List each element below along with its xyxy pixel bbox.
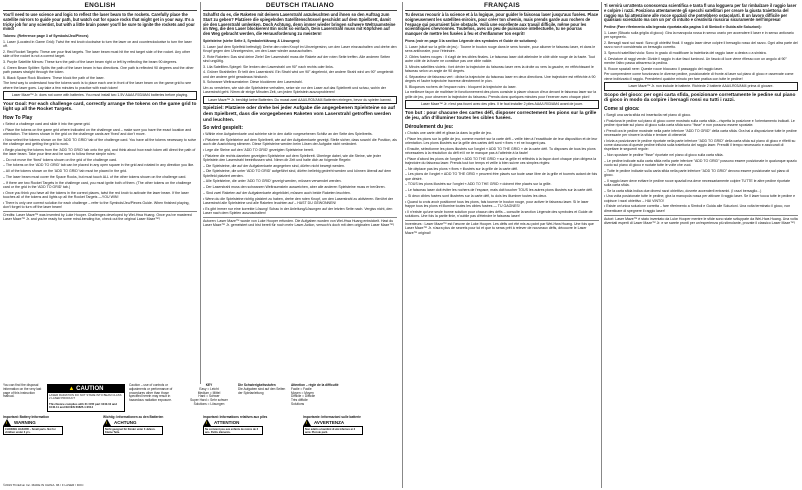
token-rocket: 2. Rote Raketen: Das sind deine Ziele! Der Laserstrahl muss die Rakete auf der roten Seite treffen. Alle anderen Seiten sind ungültig. bbox=[203, 54, 391, 63]
practice-text: Um zu verstehen, wie sich die Spielsteine verhalten, setze sie vor den Laser auf das Spielbrett und schau, wohin der Laserstrahl geht. Nimm dir einige Minuten Zeit, um jeden Spielstein auszuprobieren! bbox=[203, 86, 386, 95]
step: • Prendi ora le pedine mostrate nella parte inferiore "ADD TO GRID" della carta sfida. Ora hai a disposizione tutte le pedine necessarie per vincere la sfida e tentare di ottenerla! bbox=[604, 128, 797, 137]
step: – TOUS les pions illustrés sur l'onglet « ADD TO THE GRID » doivent être placés sur la grille. bbox=[405, 182, 552, 187]
step: • Es gibt immer nur eine korrekte Lösung! Schau in der Anleitung/Lösungen auf der letzten Seite nach. Vergiss nicht, den Laser nach dem Spielen auszuschalten! bbox=[203, 206, 393, 215]
how-to-play-heading: How To Play bbox=[3, 114, 33, 121]
key-row: Die Aufgaben sind auf den Seiten der Spielanleitung bbox=[238, 386, 286, 395]
token-splitter: 4. Grüner Strahlteiler: Er teilt den Laserstrahl. Ein Strahl wird um 90° abgelenkt, der andere Strahl wird um 90° umgelenkt und der andere geht geradeaus hindurch. bbox=[203, 70, 394, 79]
step: • Lege die Steine auf den 'ADD TO GRID' gezeigten Spielsteine bereit. bbox=[203, 147, 314, 152]
step: • Il n'existe qu'une seule bonne solution pour chacun des défis – consulte la section Légende des symboles et Guide de solutions. Une fois la partie finie, n'oublie pas d'éteindre le faisceau laser! bbox=[405, 209, 593, 218]
tokens-heading: Pedine (Fare riferimento alla legenda riportata alla pagina 3 di Simboli e Guida alle Soluzioni): bbox=[604, 25, 762, 30]
step: – Der Laserstrahl muss den schwarzen Weltraumstein ausweichen, aber alle anderen Spielsteine muss er berühren. bbox=[203, 185, 386, 190]
key-row: Solutions bbox=[291, 401, 305, 406]
caution-note: Caution – use of controls or adjustments or performance of procedures other than those specified herein may result in hazardous radiation exposure. bbox=[129, 383, 173, 403]
language-heading: DEUTSCH ITALIANO bbox=[203, 2, 397, 11]
step: • Begin placing the tokens from the 'ADD TO GRID' tab onto the grid, and think about how each token will direct the path of the laser beam. Take your time and be sure to follow these simple rules: bbox=[3, 147, 196, 156]
step: – All of the tokens shown on the 'ADD TO GRID' tab must be placed in the grid. bbox=[3, 169, 128, 174]
step: – The laser beam must cover the Space Rocks, but must touch ALL of the other tokens shown on the challenge card. bbox=[3, 174, 187, 179]
token-splitter: 4. Séparateur de faisceau vert : divise la trajectoire du faisceau laser en deux directions. Une trajectoire est réfléchie à 90 degrés et l'autre trajectoire traverse directement le pion. bbox=[405, 74, 596, 83]
caution-sub: LASER RADIATION DO NOT STARE INTO BEAM CLASS 2 LASER PRODUCT bbox=[49, 393, 122, 401]
warning-block bbox=[203, 416, 297, 436]
tokens-heading: Spielsteine (siehe Seite 3, Symbolerklärung & Lösungen): bbox=[203, 38, 301, 43]
key-row: Easy = Leicht bbox=[199, 386, 219, 391]
step: • Quand tu crois avoir positionné tous les pions, fais tourner le bouton rouge, pour activer le faisceau laser. Si le laser frappe tous les pions et illumine toutes les cibles fusées — TU GAGNES! bbox=[405, 199, 589, 208]
step: • Una volta posizionate tutte le pedine, gira la manopola rossa per attivare il raggio laser. Se il laser tocca tutte le pedine e colpisce i razzi obiettivo – HAI VINTO! bbox=[604, 194, 796, 203]
step: – Il raggio laser deve evitare le pedine rocce spaziali ma deve necessariamente colpire TUTTE le altre pedine riportate sulla carta sfida. bbox=[604, 178, 791, 187]
step: – Die Spielsteine, die unter 'ADD TO GRID' aufgeführt sind, dürfen beliebig gedreht werden und können überall auf dem Spielfeld platziert werden. bbox=[203, 169, 392, 178]
steps-list bbox=[203, 132, 397, 215]
token-blocker: 5. Black Space Rock Blockers: These block the path of the laser. bbox=[3, 75, 105, 80]
step: – Die Spielsteine, die auf der Aufgabenkarte angegeben sind, dürfen nicht bewegt werden. bbox=[203, 163, 345, 168]
step: – Le pedine indicate sulla carta sfida nella parte inferiore "ADD TO GRID" possono essere posizionate in qualunque spazio vuoto sul piano di gioco e ruotate tutte le volte che vuoi. bbox=[604, 158, 797, 167]
credits: Inventeurs : Laser Maze™ est l'œuvre de Luke Hooper. Les défis ont été mis au point par Wei-Hwa Huang. Une fois que Laser Maze™ Jr. n'aura plus de secrets pour toi et que tu seras prêt à relever de nouveaux défis, découvre le Laser Maze™ original! bbox=[405, 220, 599, 235]
battery-notice: Laser Maze™ Jr. n'est pas fourni avec des piles. Il te faut installer 2 piles AAA/LR03/AM4 avant de jouer. bbox=[405, 100, 599, 108]
key-title: Die Schwierigkeitsstufen bbox=[238, 383, 276, 387]
battery-heading: Wichtig: Informationen zu den Batterien bbox=[103, 414, 164, 419]
token-laser: 1. Laser (situé sur la grille de jeu) : Tourne le bouton rouge dans le sens horaire, pour allumer le faisceau laser, et dans le sens antihoraire, pour l'éteindre. bbox=[405, 44, 596, 53]
key-row: Facile = Facile bbox=[291, 386, 312, 391]
step: – Alle Spielsteine, die unter 'ADD TO GRID' gezeigt werden, müssen verwendet werden. bbox=[203, 179, 342, 184]
step: – Ne déplace pas les pions « fixes » illustrés sur la grille de la carte défi. bbox=[405, 166, 519, 171]
warning-triangle-icon bbox=[103, 419, 111, 426]
warning-triangle-icon: ▲ bbox=[68, 386, 75, 392]
key-row: Très difficile bbox=[291, 398, 308, 403]
steps-list bbox=[3, 122, 197, 209]
step: – Do not move the 'fixed' tokens shown on the grid of the challenge card. bbox=[3, 157, 118, 162]
token-mirror: 3. Lila Satelliten-Spiegel: Sie lenken den Laserstrahl um 90° nach rechts oder links. bbox=[203, 64, 334, 69]
key-row: Super Hard = Sehr schwer bbox=[190, 398, 228, 403]
step: – The tokens on the 'ADD TO GRID' tab can be placed in any open square in the grid and rotated in any direction you like. bbox=[3, 163, 195, 168]
intro-text: Ti servirà un'attenta conoscenza scientifica e tanta fl una logguera per far rimbalzare il raggio laser e colpire i razzi. Posiziona attentamente gli specchi satellitari per creare la giusta traiettoria del raggio ma fai attenzione alle rocce spaziali che potrebbero ostacolarti. È un lavoro difficile per qualsiasi scienziato ma con un po' di intuito e creatività riuscirai sicuramente nell'impresa! bbox=[604, 3, 797, 23]
key-title: Attention – règle de la difficulté bbox=[291, 383, 339, 387]
warnings-row bbox=[3, 416, 399, 436]
warning-word: ATTENTION bbox=[214, 420, 240, 426]
battery-notice: Laser Maze™ Jr. benötigt keine Batterien. Du musst zwei AAA/LR03/AM4 Batterien einlegen, bevor du spielen kannst. bbox=[203, 96, 397, 104]
key-row: Difficile = Difficile bbox=[291, 394, 316, 399]
battery-heading: Important: Informations relatives aux piles bbox=[203, 414, 268, 419]
step: – Si deux cibles fusées sont illustrées sur la carte défi, tu dois les illuminer toutes les deux. bbox=[405, 193, 548, 198]
token-rocket: 2. Cibles fusées rouges : Il s'agit de tes cibles finales. Le faisceau laser doit atteindre le côté cible rouge de la fusée. Tout autre côté de la fusée ne constitue pas une cible valide. bbox=[405, 54, 595, 63]
choking-hazard: Ne convient pas aux enfants de moins de 3 ans. Petits éléments. bbox=[203, 426, 263, 435]
battery-notice: Laser Maze™ Jr. does not come with batteries. You must install two 1.5V AAA/LR03/AM4 batteries before playing. bbox=[3, 91, 197, 99]
warning-head bbox=[3, 419, 97, 426]
french-column bbox=[405, 2, 599, 488]
step: – Le faisceau laser doit éviter les rochers de l'espace, mais doit toucher TOUS les autres pions illustrés sur la carte défi. bbox=[405, 188, 594, 193]
choking-hazard: Non adatto a bambini di età inferiore ai 3 anni. Piccole parti. bbox=[303, 426, 363, 435]
warning-head bbox=[303, 419, 397, 426]
key-title: KEY bbox=[205, 383, 213, 387]
language-heading: ENGLISH bbox=[3, 2, 197, 11]
warning-word: AVVERTENZA bbox=[314, 420, 345, 426]
warning-word: WARNING bbox=[14, 420, 36, 426]
warning-block bbox=[103, 416, 197, 436]
caution-spec: This Device complies with 21 CFR part 1040.10 and 1040.11 and IEC/EN 60825-1:2014 bbox=[49, 401, 117, 410]
token-splitter: 4. Deviatore di raggi verde: Divide il raggio in due fasci luminosi. Un fascio di luce viene riflesso con un angolo di 90° mentre l'altro passa attraverso la pedina. bbox=[604, 56, 787, 65]
how-to-play-heading: So wird gespielt: bbox=[203, 125, 244, 132]
step: • There is only one correct solution for each challenge – refer to the Symbols/Jeu/Pieces Guide. When finished playing, don't forget to turn off the laser beam! bbox=[3, 200, 190, 209]
step: – Se la carta sfida indica due diversi razzi obiettivo, dovrete accenderli entrambi. (I razzi bersaglio...) bbox=[604, 188, 762, 193]
step: • Now select the tokens shown on the 'ADD TO GRID' tab of the challenge card. You have all the tokens necessary to solve the challenge and getting the grid to work. bbox=[3, 137, 197, 146]
step: • Esiste un'unica soluzione corretta – fare riferimento a Simboli e Guida alle Soluzioni. Una volta terminato il gioco, non dimenticare di spegnere il raggio laser! bbox=[604, 204, 791, 213]
warning-block bbox=[3, 416, 97, 436]
intro-text: Tu devras recourir à la science et à la logique, pour guider le faisceau laser jusqu'aux fusées. Place soigneusement les satellites-miroirs, pour créer ton chemin, mais prends garde aux rochers de l'espace qui pourraient faire obstacle. Voilà une excellente aux travail difficile, même pour les scientifiques chevronnés. Toutefois, avec un peu de puissance intellectuelle, tu ne pourras manquer de mettre les fusées à feu et d'enflammer ton esprit! bbox=[405, 12, 599, 37]
difficulty-key bbox=[183, 384, 399, 412]
token-mirror: 3. Specchi satellitari viola: Sono in grado di modificare la traiettoria del raggio laser a destra o a sinistra. bbox=[604, 50, 767, 55]
warning-triangle-icon bbox=[3, 419, 11, 426]
goal-text: Spielziel: Platziere oder drehe bei jeder Aufgabe die angegebenen Spielsteine so auf dem Spielbrett, dass die vorgegebenen Raketen vom Laserstrahl getroffen werden und leuchten. bbox=[203, 106, 396, 123]
step: – Sind zwei Raketen auf der Aufgabenkarte abgebildet, müssen auch beide Raketen leuchten. bbox=[203, 190, 351, 195]
caution-label bbox=[47, 384, 125, 412]
credits: Autoren: Laser Maze™ wurde von Luke Hooper erfunden. Die Aufgaben wurden von Wei-Hwa Huang entwickelt. Hast du Laser Maze™ Jr. gemeistert und bist bereit für noch mehr Laser-Action, versuch's doch mit dem originalen Laser Maze™! bbox=[203, 217, 397, 228]
token-blocker: 5. Bloqueurs rochers de l'espace noirs : bloquent la trajectoire du laser. bbox=[405, 84, 517, 89]
choking-hazard: CHOKING HAZARD – Small parts. Not for children under 3 yrs. bbox=[3, 426, 63, 435]
key-row: Hard = Schwer bbox=[198, 394, 220, 399]
battery-heading: Important: Battery Information bbox=[3, 414, 50, 419]
key-row: Solutions = Lösungen bbox=[193, 401, 225, 406]
warning-triangle-icon bbox=[303, 419, 311, 426]
column-divider bbox=[402, 2, 403, 488]
step: • Inizia a posizionare le pedine riportate nella parte inferiore "ADD TO GRID" della carta sfida sul piano di gioco e rifletti su come ciascuna di queste pedine influirà sulla traiettoria del raggio laser. Prenditi il tempo necessario e assicurati di rispettare le seguenti regole: bbox=[604, 138, 796, 152]
warning-word: ACHTUNG bbox=[114, 420, 137, 426]
step: • Select a challenge card and slide it into the game grid. bbox=[3, 121, 91, 126]
token-laser: 1. Laser (Situato sulla griglia di gioco): Gira la manopola rossa in senso orario per accendere il laser e in senso antiorario per spegnerlo. bbox=[604, 30, 794, 40]
how-to-play-heading: Come si gioca: bbox=[604, 105, 640, 112]
intro-text: Schaffst du es, die Raketen mit deinem Laserstrahl anzuleuchten und ihnen so den Auftrag zum Start zu geben? Platziere die spiegelnden Satellitenschüssel geschickt auf dem Spielbrett, damit sie den Laserstrahl umlenken. Doch Achtung, denn immer wieder bringen schwere Weltraumsteine im Weg, die den Laser blockieren! Ein nicht so einfach, Dein Laserstrahl muss mit Köpfchen auf den Weg gebracht werden, die Herausforderung zu meistern! bbox=[203, 12, 396, 37]
step: – Les pions de l'onglet « ADD TO THE GRID » peuvent être placés sur toute case libre de la grille et tournés autant de fois que désiré. bbox=[405, 172, 598, 181]
caution-word: CAUTION bbox=[76, 386, 104, 392]
step: • Scegli una carta sfida ed inseriscila nel piano di gioco. bbox=[604, 112, 692, 117]
bottom-info-area bbox=[3, 384, 399, 488]
credits: Credits: Laser Maze™ was invented by Luke Hooper. Challenges developed by Wei-Hwa Huang. Once you've mastered Laser Maze™ Jr. and you're ready for some mind-bending fun, check out the original Laser Maze™! bbox=[3, 211, 197, 222]
steps-list bbox=[604, 113, 798, 213]
warning-head bbox=[203, 419, 297, 426]
step: • Wenn du die Spielsteine richtig platziert zu haben, drehe den roten Knopf, um den Laserstrahl zu aktivieren. Berührt der Laserstrahl alle Spielsteine und alle Raketen leuchten auf – HAST DU GEWONNEN! bbox=[203, 196, 394, 205]
disposal-note bbox=[3, 384, 43, 412]
practice-text: The best way to understand how the tokens work is to place each one in front of the laser beam on the game grid to see where the laser goes. Lay take a few minutes to practice with each token! bbox=[3, 81, 192, 90]
token-splitter: 4. Green Beam Splitter: Splits the path of the laser beam in two directions. One path is reflected 90 degrees and the other path passes straight through the token. bbox=[3, 65, 194, 74]
practice-text: Per comprendere come funzionano le diverse pedine, posizionatele di fronte al laser sul piano di gioco e osservate come viene indirizzato il raggio. Prendetevi qualche minuto per fare pratica con tutte le pedine! bbox=[604, 72, 794, 81]
italian-column bbox=[604, 2, 798, 488]
token-laser: 1. Laser (auf dem Spielfeld befestigt): Drehe den roten Knopf im Uhrzeigersinn, um den Laser einzuschalten und drehe den Knopf gegen den Uhrzeigersinn, um den Laser wieder auszuschalten. bbox=[203, 44, 397, 53]
step: – Non spostare le pedine "fisse" riportate nel piano di gioco sulla carta sfida. bbox=[604, 152, 724, 157]
tokens-heading: Tokens: (Reference page 3 of Symbols/Jeu/Pieces) bbox=[3, 34, 89, 39]
step: • Platziere die rechts daneben gezeigten Spielsteine auf dem Spielbrett. Überlege dabei, wie die Steine, wie jeder Spielstein den Laserstrahl beeinflussen wird. Nimm dir Zeit und halte dich an folgende Regeln: bbox=[203, 153, 381, 162]
choking-hazard: Nicht geeignet für Kinder unter 3 Jahren. Kleine Teile. bbox=[103, 426, 163, 435]
token-rocket: 2. Red Rocket Targets: These are your final targets. The laser beam must hit the red target side of the rocket. Any other side of the rocket is not a correct target. bbox=[3, 49, 191, 59]
step: – If there are two Rocket Targets in the challenge card, you must ignite both of them. (The other tokens on the challenge card or the grid in the 'ADD TO GRID' tab.) bbox=[3, 180, 192, 189]
key-row: Moyen = Moyen bbox=[291, 390, 314, 395]
token-mirror: 3. Purple Satellite Mirrors: These turn the path of the laser beam right or left by reflecting the beam 90 degrees. bbox=[3, 59, 178, 64]
practice-text: La meilleure façon de maîtriser le fonctionnement des pions consiste à placer chacun d'eux devant le faisceau laser sur la grille de jeu, pour observer la trajectoire du faisceau. Prends donc quelques minutes pour t'exercer avec chaque pion! bbox=[405, 90, 597, 99]
caution-heading bbox=[48, 385, 124, 393]
battery-notice: Laser Maze™ Jr. non include le batterie. Richiede 2 batterie AAA/LR03/AM4 prima di giocare. bbox=[604, 82, 798, 90]
token-blocker: 5. Rocce spaziali nere: Queste rocce bloccano il passaggio del raggio laser. bbox=[604, 66, 723, 71]
token-rocket: 2. Bersagli razzi sui razzi: Sono gli obiettivi finali. Il raggio laser deve colpire il bersaglio rosso del razzo. Ogni altra parte del razzo non è considerata un bersaglio corretto. bbox=[604, 40, 798, 50]
step: – Tutte le pedine indicate sulla carta sfida nella parte inferiore "ADD TO GRID" devono essere posizionate sul piano di gioco. bbox=[604, 168, 790, 177]
tokens-heading: Pions (voir en page 3 la section Légende des symboles et Guide de solutions): bbox=[405, 38, 538, 43]
column-divider bbox=[601, 2, 602, 488]
intro-text: You'll need to use science and logic to reflect the laser beam to the rockets. Carefully place the satellite mirrors to guide your path, but watch out for space rocks that might get in your way. It's a tricky job for any scientist, but with a little brain power you'll be sure to ignite the rockets and your mind! bbox=[3, 12, 195, 32]
credits: Autori: Laser Maze™ è stato inventato da Luke Hooper mentre le sfide sono state sviluppate da Wei-Hwa Huang. Una volta diventati esperti di Laser Maze™ Jr. e se sarete pronti per un'esperienza più stimolante, provate il classico Laser Maze™! bbox=[604, 216, 798, 226]
step: • Platziere die Spielsteine auf dem Spielbrett, wie auf der Aufgabenkarte gezeigt. Stelle sicher, dass sowohl die Position, als auch die Ausrichtung stimmen. Diese Spielsteine werden beim Lösen der Aufgabe nicht verändert. bbox=[203, 137, 397, 147]
token-blocker: 5. Schwarze Weltraumsteine: Diese blockieren den Laserstrahl. bbox=[203, 80, 303, 85]
step: • Choisis une carte défi et glisse-la dans la grille de jeu. bbox=[405, 130, 492, 135]
goal-text: Your Goal: For each challenge card, correctly arrange the tokens on the game grid to light up all the Rocket Targets. bbox=[3, 101, 197, 113]
copyright-footer: ©2019 ThinkFun Inc. MADE IN CHINA. 96 / F LASER / DOC bbox=[3, 483, 84, 488]
token-laser: 1. Laser (Located in Game Grid): Twist the red knob clockwise to turn the laser on and counterclockwise to turn the laser off. bbox=[3, 39, 192, 49]
step: • Place the tokens on the game grid where indicated on the challenge card – make sure you have the exact location and orientation. The tokens shown in the grid on the challenge cards are 'fixed' and don't move. bbox=[3, 127, 192, 136]
step: • Ensuite, sélectionne les pions illustrés sur l'onglet « ADD TO THE GRID » de la carte défi. Tu disposes de tous les pions nécessaires à la résolution du défi et il ne te manque pas à l'atteinte à la faute! bbox=[405, 146, 596, 155]
warning-block bbox=[303, 416, 397, 436]
token-mirror: 3. Miroirs satellites violets : font dévier la trajectoire du faisceau laser vers la droite ou vers la gauche, en réfléchissant le faisceau selon un angle de 90 degrés. bbox=[405, 64, 594, 73]
step: • Posiziona le pedine sul piano di gioco come mostrato sulla carta sfida – rispetta la posizione e l'orientamento indicati. Le pedine riportate sul piano di gioco sulla carta sfida sono "fisse" e non possono essere spostate. bbox=[604, 118, 795, 127]
warning-triangle-icon bbox=[203, 419, 211, 426]
key-row: Medium = Mittel bbox=[197, 390, 221, 395]
warning-head bbox=[103, 419, 197, 426]
step: • Wähle eine Aufgabenkarte und schiebe sie in den dafür vorgesehenen Schlitz an der Seite des Spielbretts. bbox=[203, 132, 373, 137]
disposal-note-text: You can find the disposal information on the very last page of this instruction manual. bbox=[3, 383, 42, 399]
battery-heading: Importante: Informazioni sulle batterie bbox=[303, 414, 361, 419]
how-to-play-heading: Déroulement du jeu: bbox=[405, 123, 454, 130]
step: • Place les pions sur la grille de jeu, comme montré sur la carte défi – veille bien à l'exactitude de leur disposition et de leur orientation. Les pions illustrés sur la grille des cartes défi sont « fixes » et ne bougent pas. bbox=[405, 136, 598, 145]
language-heading: FRANÇAIS bbox=[405, 2, 599, 11]
steps-list bbox=[405, 131, 599, 218]
step: • Place d'abord les pions de l'onglet « ADD TO THE GRID » sur la grille et réfléchis à la façon dont chaque pion dirigera la trajectoire du faisceau laser. Prends tout ton temps et veille à bien suivre ces simples règles: bbox=[405, 156, 597, 165]
goal-text: Ton but : pour chacune des cartes défi, disposer correctement les pions sur la grille de jeu, afin d'illuminer toutes les cibles fusées. bbox=[405, 110, 597, 122]
step: • Once you think you have all the tokens in the correct places, twist the red knob to activate the laser beam. If the laser touches all of the tokens and lights up all the Rocket Targets —YOU WIN! bbox=[3, 190, 189, 199]
goal-text: Scopo del gioco: per ogni carta sfida, posizionare correttamente le pedine sul piano di gioco in modo da colpire i bersagli rossi su tutti i razzi. bbox=[604, 92, 796, 104]
